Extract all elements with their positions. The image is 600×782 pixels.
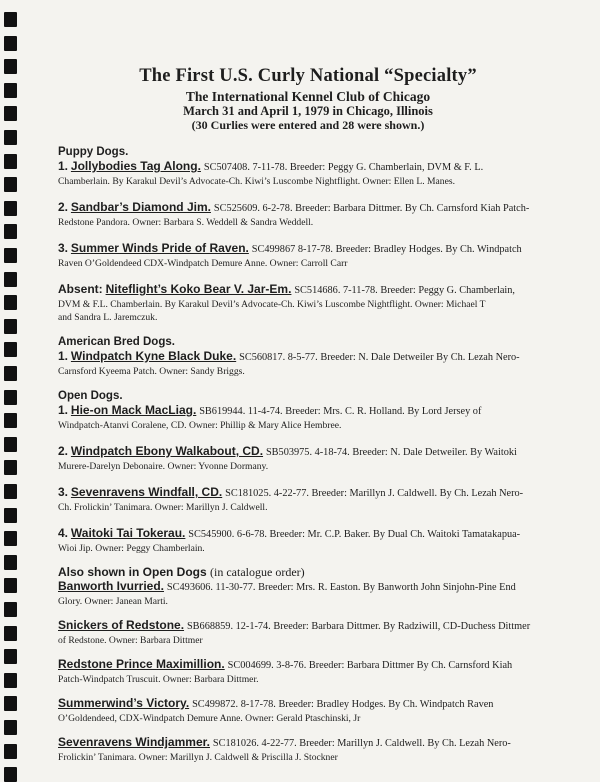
absent-label: Absent:: [58, 282, 103, 296]
entry-detail: SB619944. 11-4-74. Breeder: Mrs. C. R. Holland. By Lord Jersey of: [199, 406, 482, 417]
placement-number: 1.: [58, 403, 69, 417]
list-item: [58, 200, 558, 229]
entry-detail-continued: Chamberlain. By Karakul Devil’s Advocate-Ch. Kiwi’s Luscombe Nightflight. Owner: Ellen L. Manes.: [58, 176, 455, 187]
entry-detail: SB668859. 12-1-74. Breeder: Barbara Dittmer. By Radziwill, CD-Duchess Dittmer: [186, 621, 531, 632]
dog-name: Summer Winds Pride of Raven.: [70, 241, 249, 255]
also-shown-note: (in catalogue order): [210, 565, 305, 579]
binding-hole: [4, 295, 17, 310]
binding-hole: [4, 248, 17, 263]
placement-number: 1.: [58, 159, 69, 173]
binding-hole: [4, 130, 17, 145]
list-item: [58, 349, 558, 378]
entry-detail-continued: Carnsford Kyeema Patch. Owner: Sandy Briggs.: [58, 366, 245, 377]
binding-hole: [4, 460, 17, 475]
dog-name: Sevenravens Windfall, CD.: [70, 485, 223, 499]
document-page: [58, 66, 558, 774]
placement-number: 3.: [58, 241, 69, 255]
entry-detail: SC493606. 11-30-77. Breeder: Mrs. R. Easton. By Banworth John Sinjohn-Pine End: [166, 582, 516, 593]
binding-hole: [4, 272, 17, 287]
binding-hole: [4, 390, 17, 405]
list-item: [58, 444, 558, 473]
dog-name: Summerwind’s Victory.: [58, 696, 190, 710]
dog-name: Banworth Ivurried.: [58, 579, 165, 593]
binding-hole: [4, 508, 17, 523]
section-title-puppy-dogs: Puppy Dogs.: [58, 146, 129, 158]
entry-detail-continued: Murere-Darelyn Debonaire. Owner: Yvonne Dormany.: [58, 461, 269, 472]
entry-detail: SC499867 8-17-78. Breeder: Bradley Hodges. By Ch. Windpatch: [251, 244, 522, 255]
list-item: [58, 282, 558, 324]
dog-name: Niteflight’s Koko Bear V. Jar-Em.: [105, 282, 292, 296]
entry-detail-continued: of Redstone. Owner: Barbara Dittmer: [58, 635, 203, 646]
entry-detail-continued: Wioi Jip. Owner: Peggy Chamberlain.: [58, 543, 205, 554]
entry-detail-continued: Windpatch-Atanvi Coralene, CD. Owner: Phillip & Mary Alice Hembree.: [58, 420, 342, 431]
list-item: [58, 159, 558, 188]
entry-detail: SC181025. 4-22-77. Breeder: Marillyn J. Caldwell. By Ch. Lezah Nero-: [225, 488, 524, 499]
entry-detail: SC181026. 4-22-77. Breeder: Marillyn J. Caldwell. By Ch. Lezah Nero-: [212, 738, 511, 749]
list-item: [58, 696, 558, 725]
list-item: [58, 241, 558, 270]
binding-hole: [4, 177, 17, 192]
binding-hole: [4, 413, 17, 428]
entry-detail: SC560817. 8-5-77. Breeder: N. Dale Detweiler By Ch. Lezah Nero-: [239, 352, 520, 363]
entry-detail-continued: and Sandra L. Jaremczuk.: [58, 312, 158, 323]
list-item: [58, 618, 558, 647]
entry-detail: SC499872. 8-17-78. Breeder: Bradley Hodges. By Ch. Windpatch Raven: [192, 699, 494, 710]
binding-hole: [4, 720, 17, 735]
binding-hole: [4, 12, 17, 27]
binding-hole: [4, 696, 17, 711]
entry-detail-continued: Ch. Frolickin’ Tanimara. Owner: Marillyn J. Caldwell.: [58, 502, 268, 513]
document-title: The First U.S. Curly National “Specialty”: [139, 66, 477, 86]
entry-detail-continued: Redstone Pandora. Owner: Barbara S. Weddell & Sandra Weddell.: [58, 217, 314, 228]
list-item: [58, 579, 558, 608]
entry-detail: SB503975. 4-18-74. Breeder: N. Dale Detweiler. By Waitoki: [265, 447, 517, 458]
binding-hole: [4, 366, 17, 381]
placement-number: 3.: [58, 485, 69, 499]
binding-hole: [4, 555, 17, 570]
also-shown-label: Also shown in Open Dogs: [58, 565, 207, 579]
entry-detail: SC525609. 6-2-78. Breeder: Barbara Dittmer. By Ch. Carnsford Kiah Patch-: [213, 203, 530, 214]
entry-note: (30 Curlies were entered and 28 were shown.): [191, 118, 425, 132]
binding-hole: [4, 578, 17, 593]
binding-hole: [4, 437, 17, 452]
binding-hole: [4, 484, 17, 499]
list-item: [58, 657, 558, 686]
entry-detail: SC545900. 6-6-78. Breeder: Mr. C.P. Baker. By Dual Ch. Waitoki Tamatakapua-: [188, 529, 521, 540]
entry-detail-continued: Raven O’Goldendeed CDX-Windpatch Demure Anne. Owner: Carroll Carr: [58, 258, 348, 269]
binding-hole: [4, 342, 17, 357]
binding-hole: [4, 767, 17, 782]
binding-hole: [4, 744, 17, 759]
dog-name: Sevenravens Windjammer.: [58, 735, 210, 749]
entry-detail-continued: Patch-Windpatch Truscuit. Owner: Barbara Dittmer.: [58, 674, 259, 685]
binding-hole: [4, 224, 17, 239]
entry-detail-continued: Frolickin’ Tanimara. Owner: Marillyn J. Caldwell & Priscilla J. Stockner: [58, 752, 338, 763]
binding-hole: [4, 649, 17, 664]
list-item: [58, 526, 558, 555]
binding-hole: [4, 36, 17, 51]
binding-hole: [4, 602, 17, 617]
entry-detail-continued: O’Goldendeed, CDX-Windpatch Demure Anne. Owner: Gerald Ptaschinski, Jr: [58, 713, 361, 724]
placement-number: 2.: [58, 444, 69, 458]
dog-name: Hie-on Mack MacLiag.: [70, 403, 197, 417]
binding-hole: [4, 154, 17, 169]
dog-name: Jollybodies Tag Along.: [70, 159, 201, 173]
placement-number: 2.: [58, 200, 69, 214]
dog-name: Windpatch Ebony Walkabout, CD.: [70, 444, 264, 458]
binding-hole: [4, 201, 17, 216]
binding-hole: [4, 673, 17, 688]
entry-detail-continued: Glory. Owner: Janean Marti.: [58, 596, 168, 607]
list-item: [58, 485, 558, 514]
dog-name: Redstone Prince Maximillion.: [58, 657, 225, 671]
binding-hole: [4, 83, 17, 98]
dog-name: Windpatch Kyne Black Duke.: [70, 349, 237, 363]
binding-hole: [4, 59, 17, 74]
dog-name: Sandbar’s Diamond Jim.: [70, 200, 211, 214]
list-item: [58, 735, 558, 764]
dog-name: Waitoki Tai Tokerau.: [70, 526, 186, 540]
list-item: [58, 403, 558, 432]
document-subtitle: The International Kennel Club of Chicago: [185, 89, 431, 104]
entry-detail: SC514686. 7-11-78. Breeder: Peggy G. Chamberlain,: [294, 285, 516, 296]
section-title-open-dogs: Open Dogs.: [58, 390, 123, 402]
placement-number: 1.: [58, 349, 69, 363]
dog-name: Snickers of Redstone.: [58, 618, 185, 632]
section-title-american-bred-dogs: American Bred Dogs.: [58, 336, 175, 348]
spiral-binding: [0, 0, 28, 776]
section-title-also-shown: [58, 565, 558, 579]
binding-hole: [4, 106, 17, 121]
entry-detail: SC507408. 7-11-78. Breeder: Peggy G. Chamberlain, DVM & F. L.: [203, 162, 484, 173]
binding-hole: [4, 319, 17, 334]
entry-detail: SC004699. 3-8-76. Breeder: Barbara Dittmer By Ch. Carnsford Kiah: [227, 660, 513, 671]
entry-detail-continued: DVM & F.L. Chamberlain. By Karakul Devil’s Advocate-Ch. Kiwi’s Luscombe Nightflight. Owner: Michael T: [58, 299, 486, 310]
document-header: [58, 66, 558, 132]
placement-number: 4.: [58, 526, 69, 540]
binding-hole: [4, 626, 17, 641]
binding-hole: [4, 531, 17, 546]
event-dates: March 31 and April 1, 1979 in Chicago, Illinois: [183, 104, 433, 118]
